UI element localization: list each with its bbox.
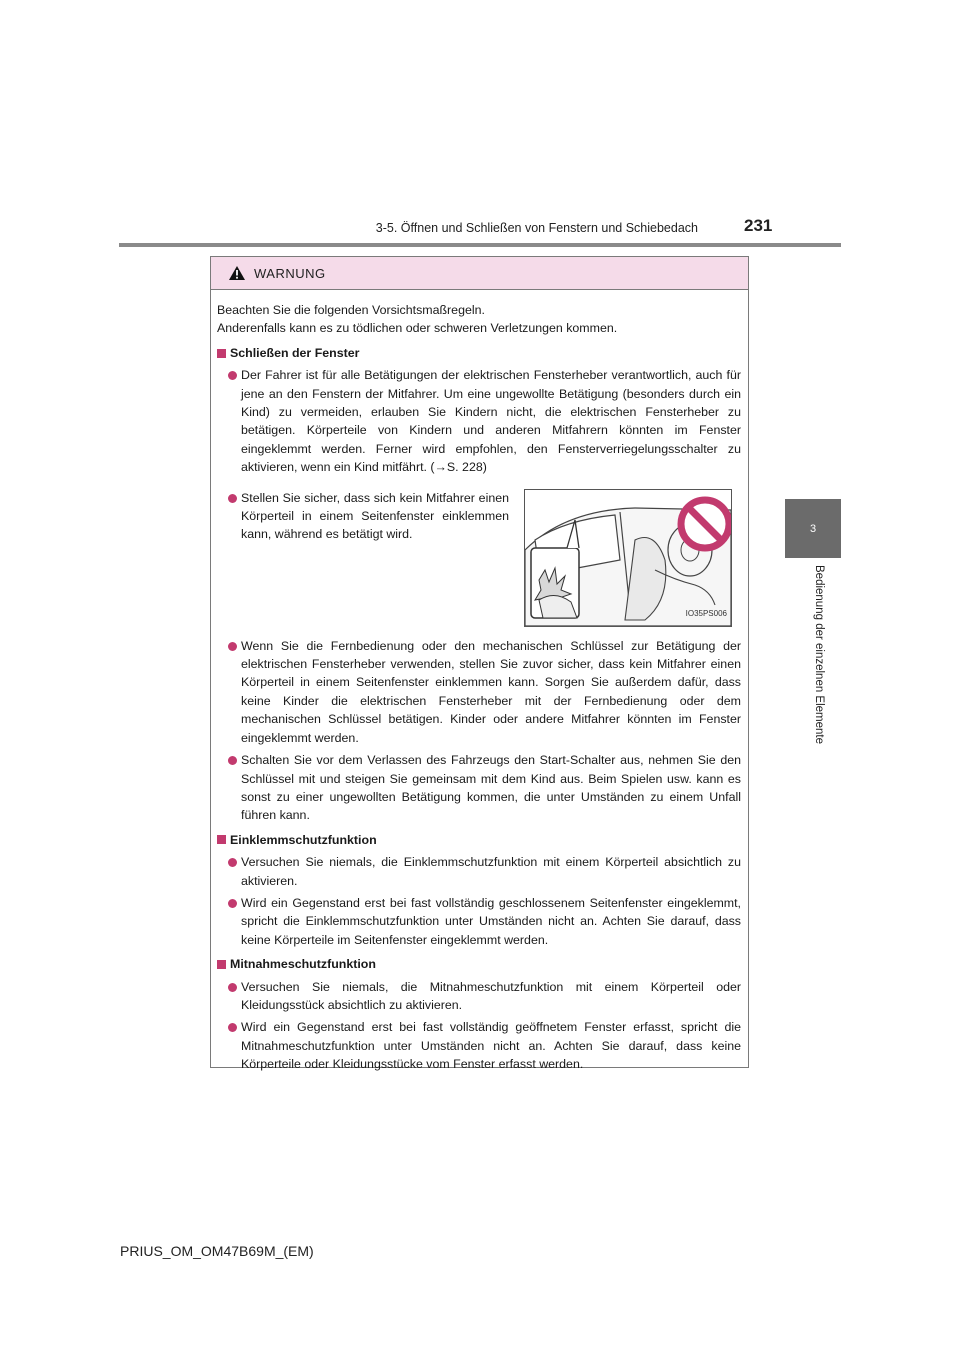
list-item <box>217 489 509 627</box>
footer-doc-code: PRIUS_OM_OM47B69M_(EM) <box>120 1243 314 1259</box>
square-bullet-icon <box>217 349 226 358</box>
bullet-with-illustration <box>217 489 741 627</box>
section-heading <box>217 344 741 362</box>
intro-line-1: Beachten Sie die folgenden Vorsichtsmaßregeln. <box>217 303 485 317</box>
list-item-text: Wird ein Gegenstand erst bei fast vollständig geschlossenem Seitenfenster eingeklemmt, spricht die Einklemmschutzfunktion unter Umständen nicht an. Achten Sie darauf, dass keine Körperteile im Seitenfenster eingeklemmt werden. <box>241 895 741 947</box>
list-item <box>217 1018 741 1073</box>
round-bullet-icon <box>228 642 237 651</box>
section-heading <box>217 955 741 973</box>
chapter-tab <box>785 499 841 558</box>
list-item <box>217 751 741 825</box>
warning-title: WARNUNG <box>254 265 326 281</box>
illustration-code: IO35PS006 <box>685 609 727 619</box>
list-item-text: Der Fahrer ist für alle Betätigungen der elektrischen Fensterheber verantwortlich, auch für jene an den Fenstern der Mitfahrer. Um eine ungewollte Betätigung (besonders durch ein Kind) zu vermeiden, erlauben Sie Kindern nicht, die elektrischen Fensterheber zu betätigen. Körperteile von Kindern und anderen Mitfahrern könnten im Fenster eingeklemmt werden. Ferner wird empfohlen, den Fensterverriegelungsschalter zu aktivieren, wenn ein Kind mitfährt. (→S. 228) <box>241 368 741 475</box>
warning-triangle-icon <box>228 265 246 281</box>
warning-header <box>211 257 748 290</box>
round-bullet-icon <box>228 371 237 380</box>
warning-body <box>211 290 748 1074</box>
list-item-text: Wenn Sie die Fernbedienung oder den mechanischen Schlüssel zur Betätigung der elektrischen Fensterheber verwenden, stellen Sie zuvor sicher, dass kein Mitfahrer einen Körperteil in einem Seitenfenster einklemmen kann. Sorgen Sie außerdem dafür, dass keine Kinder die elektrischen Fensterheber mit der Fernbedienung oder dem mechanischen Schlüssel betätigen. Kinder oder andere Mitfahrer könnten im Fenster eingeklemmt werden. <box>241 638 741 745</box>
list-item-text: Wird ein Gegenstand erst bei fast vollständig geöffnetem Fenster erfasst, spricht die Mitnahmeschutzfunktion unter Umständen nicht an. Achten Sie darauf, dass keine Körperteile oder Kleidungsstücke vom Fenster erfasst werden. <box>241 1020 741 1072</box>
section-heading <box>217 831 741 849</box>
round-bullet-icon <box>228 899 237 908</box>
list-item-text: Versuchen Sie niemals, die Mitnahmeschutzfunktion mit einem Körperteil oder Kleidungsstück absichtlich zu aktivieren. <box>241 979 741 1012</box>
list-item <box>217 366 741 476</box>
section-heading-text: Mitnahmeschutzfunktion <box>230 957 376 972</box>
square-bullet-icon <box>217 960 226 969</box>
section-heading-text: Schließen der Fenster <box>230 345 360 360</box>
chapter-label: Bedienung der einzelnen Elemente <box>813 565 825 745</box>
round-bullet-icon <box>228 756 237 765</box>
header-rule <box>119 243 841 247</box>
warning-box <box>210 256 749 1072</box>
list-item <box>217 978 741 1015</box>
page-number: 231 <box>744 216 773 235</box>
header-section-title: 3-5. Öffnen und Schließen von Fenstern und Schiebedach <box>375 221 698 235</box>
round-bullet-icon <box>228 983 237 992</box>
list-item-text: Stellen Sie sicher, dass sich kein Mitfahrer einen Körperteil in einem Seitenfenster einklemmen kann, während es betätigt wird. <box>241 490 509 542</box>
chapter-number: 3 <box>809 522 817 535</box>
square-bullet-icon <box>217 835 226 844</box>
round-bullet-icon <box>228 1023 237 1032</box>
list-item-text: Versuchen Sie niemals, die Einklemmschutzfunktion mit einem Körperteil absichtlich zu aktivieren. <box>241 855 741 888</box>
list-item <box>217 894 741 949</box>
car-window-illustration <box>524 489 732 627</box>
list-item <box>217 853 741 890</box>
section-heading-text: Einklemmschutzfunktion <box>230 832 377 847</box>
round-bullet-icon <box>228 494 237 503</box>
round-bullet-icon <box>228 858 237 867</box>
list-item-text: Schalten Sie vor dem Verlassen des Fahrzeugs den Start-Schalter aus, nehmen Sie den Schlüssel mit und steigen Sie gemeinsam mit dem Kind aus. Beim Spielen usw. kann es sonst zu einer ungewollten Betätigung kommen, die unter Umständen zu einem Unfall führen kann. <box>241 753 741 823</box>
list-item <box>217 637 741 747</box>
warning-intro <box>217 301 741 338</box>
intro-line-2: Anderenfalls kann es zu tödlichen oder schweren Verletzungen kommen. <box>217 321 618 336</box>
